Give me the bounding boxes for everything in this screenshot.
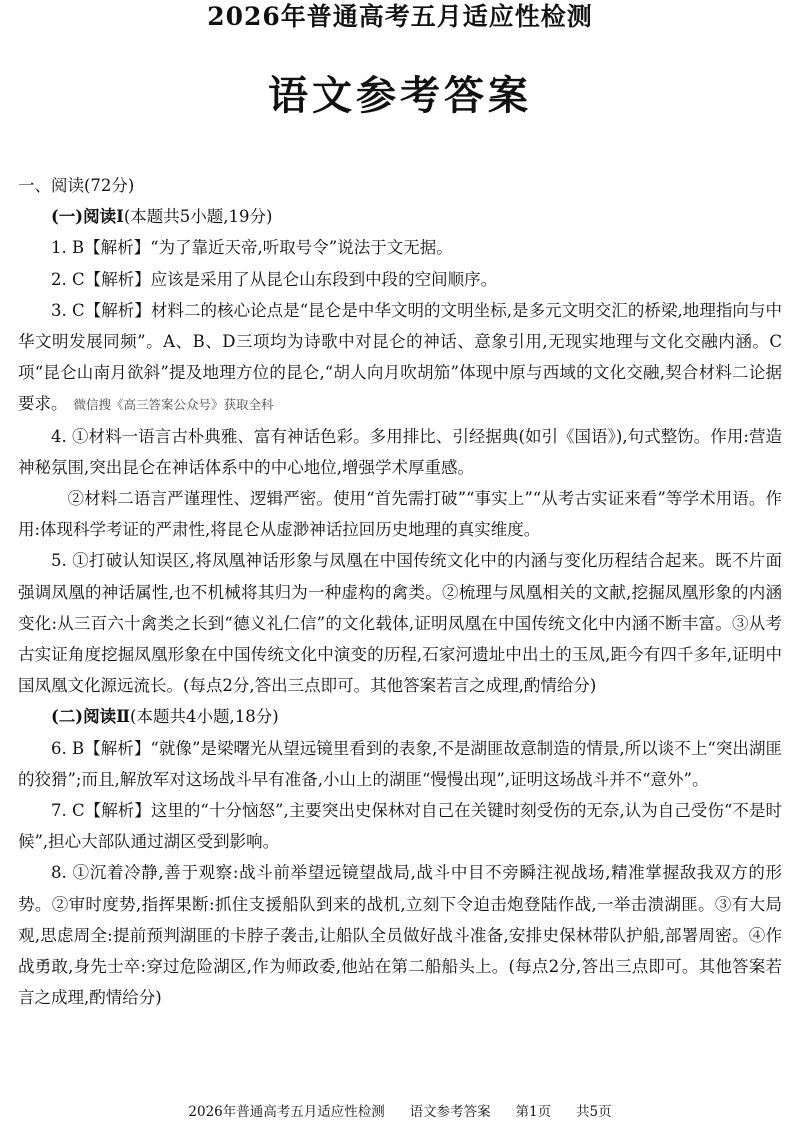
footer-page-number: 第1页	[515, 1104, 552, 1120]
section-heading-reading: 一、阅读(72分)	[18, 176, 135, 195]
part-heading-reading-1	[18, 201, 782, 232]
exam-title: 2026年普通高考五月适应性检测	[207, 2, 593, 31]
answer-q5: 5. ①打破认知误区,将凤凰神话形象与凤凰在中国传统文化中的内涵与变化历程结合起来。既不片面强调凤凰的神话属性,也不机械将其归为一种虚构的禽类。②梳理与凤凰相关的文献,挖掘凤凰形象的内涵变化:从三百六十禽类之长到“德义礼仁信”的文化载体,证明凤凰在中国传统文化中内涵不断丰富。③从考古实证角度挖掘凤凰形象在中国传统文化中演变的历程,石家河遗址中出土的玉凤,距今有四千多年,证明中国凤凰文化源远流长。(每点2分,答出三点即可。其他答案若言之成理,酌情给分)	[18, 551, 782, 696]
answer-q3	[18, 295, 782, 421]
answer-q6: 6. B【解析】“就像”是梁曙光从望远镜里看到的表象,不是湖匪故意制造的情景,所以谈不上“突出湖匪的狡猾”;而且,解放军对这场战斗早有准备,小山上的湖匪“慢慢出现”,证明这场战斗并不“意外”。	[18, 738, 782, 789]
answer-q4-point-1: 4. ①材料一语言古朴典雅、富有神话色彩。多用排比、引经据典(如引《国语》),句式整饬。作用:营造神秘氛围,突出昆仑在神话体系中的中心地位,增强学术厚重感。	[18, 426, 782, 477]
part-heading-note: (本题共4小题,18分)	[130, 707, 279, 727]
footer-total-pages: 共5页	[575, 1104, 612, 1120]
footer-exam: 2026年普通高考五月适应性检测	[188, 1104, 385, 1120]
footer-subject: 语文参考答案	[409, 1104, 491, 1120]
answer-q1: 1. B【解析】“为了靠近天帝,听取号令”说法于文无据。	[51, 238, 453, 258]
answer-content	[18, 170, 782, 1013]
part-heading-reading-2	[18, 701, 782, 732]
document-title: 语文参考答案	[268, 72, 532, 119]
part-heading-title: (二)阅读Ⅱ	[51, 707, 131, 727]
part-heading-note: (本题共5小题,19分)	[123, 207, 273, 227]
part-heading-title: (一)阅读Ⅰ	[51, 207, 124, 227]
answer-q4-point-2: ②材料二语言严谨理性、逻辑严密。使用“首先需打破”“事实上”“从考古实证来看”等学术用语。作用:体现科学考证的严肃性,将昆仑从虚渺神话拉回历史地理的真实维度。	[18, 489, 782, 540]
answer-q8: 8. ①沉着冷静,善于观察:战斗前举望远镜望战局,战斗中目不旁瞬注视战场,精准掌握敌我双方的形势。②审时度势,指挥果断:抓住支援船队到来的战机,立刻下令迫击炮登陆作战,一举击溃湖匪。③有大局观,思虑周全:提前预判湖匪的卡脖子袭击,让船队全员做好战斗准备,安排史保林带队护船,部署周密。④作战勇敢,身先士卒:穿过危险湖区,作为师政委,他站在第二船船头上。(每点2分,答出三点即可。其他答案若言之成理,酌情给分)	[18, 863, 782, 1008]
answer-q7: 7. C【解析】这里的“十分恼怒”,主要突出史保林对自己在关键时刻受伤的无奈,认为自己受伤“不是时候”,担心大部队通过湖区受到影响。	[18, 801, 782, 852]
page-footer	[0, 1102, 800, 1122]
answer-q2: 2. C【解析】应该是采用了从昆仑山东段到中段的空间顺序。	[51, 269, 498, 289]
watermark-note: 微信搜《高三答案公众号》获取全科	[73, 397, 274, 413]
answer-q3-text: 3. C【解析】材料二的核心论点是“昆仑是中华文明的文明坐标,是多元文明交汇的桥梁,地理指向与中华文明发展同频”。A、B、D三项均为诗歌中对昆仑的神话、意象引用,无现实地理与文化交融内涵。C项“昆仑山南月欲斜”提及地理方位的昆仑,“胡人向月吹胡笳”体现中原与西域的文化交融,契合材料二论据要求。	[18, 300, 782, 414]
